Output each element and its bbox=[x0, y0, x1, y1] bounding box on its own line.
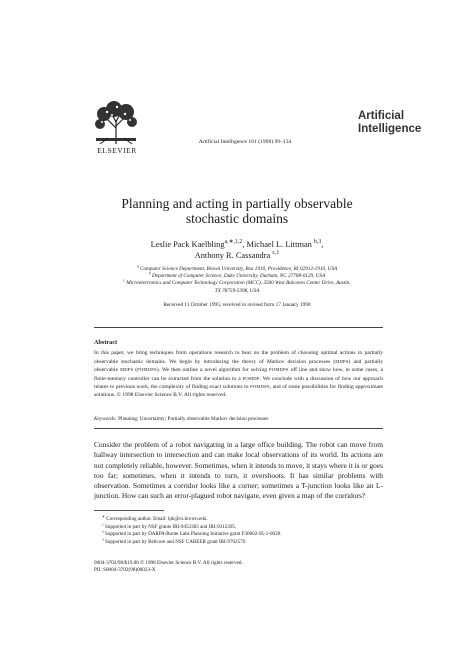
author-kaelbling: Leslie Pack Kaelbling bbox=[150, 240, 225, 249]
copyright-block bbox=[94, 560, 383, 575]
abstract-heading: Abstract bbox=[94, 339, 118, 346]
abstract-part-2b: ( bbox=[133, 367, 138, 374]
affiliation-c-continued: TX 78759-5398, USA bbox=[214, 287, 260, 294]
author-list bbox=[90, 239, 384, 261]
footnote-text: Supported in part by DARPA/Rome Labs Planning Initiative grant F30602-95-1-0020. bbox=[103, 531, 282, 538]
abstract-acronym-mdps: MDPS bbox=[335, 358, 349, 364]
footnote-text: Corresponding author. Email: lpk@cs.brown.edu. bbox=[105, 516, 208, 522]
author-kaelbling-marks: a,∗,1,2 bbox=[224, 239, 243, 246]
keywords-label: Keywords: bbox=[94, 416, 117, 422]
abstract-acronym-pomdps-3: POMDPS bbox=[250, 384, 270, 390]
author-littman-marks: b,3 bbox=[313, 239, 322, 246]
author-separator: , bbox=[321, 240, 324, 249]
affiliation-c bbox=[80, 280, 394, 287]
title-line-1: Planning and acting in partially observable bbox=[121, 196, 353, 211]
abstract-part-3: ). We then outline a novel algorithm for solving bbox=[156, 367, 270, 374]
abstract-part-6: , and of some possibilities for finding approximate solutions. © 1998 Elsevier Science B.V. All rights reserved. bbox=[94, 384, 383, 398]
footnote-corresponding bbox=[94, 516, 383, 524]
affiliation-c-mark: c bbox=[123, 278, 126, 283]
abstract-acronym-pomdps: POMDPS bbox=[137, 367, 157, 373]
journal-brand-line2: Intelligence bbox=[358, 123, 422, 135]
title-line-2: stochastic domains bbox=[185, 211, 289, 226]
author-littman: , Michael L. Littman bbox=[242, 240, 312, 249]
affiliation-b-mark: b bbox=[148, 271, 151, 276]
author-cassandra-marks: c,1 bbox=[272, 250, 280, 257]
publisher-name: ELSEVIER bbox=[97, 146, 137, 155]
footnote-mark: ∗ bbox=[102, 514, 105, 519]
intro-paragraph: Consider the problem of a robot navigating in a large office building. The robot can move from hallway intersection to intersection and can make local observations of its world. Its actions are not completely reliable, however. Sometimes, when it intends to move, it stays where it is or goes too far; sometimes, when it intends to turn, it overshoots. It has similar problems with observation. Sometimes a corridor looks like a corner; sometimes a T-junction looks like an L-junction. How can such an error-plagued robot navigate, even given a map of the corridors? bbox=[94, 440, 383, 501]
affiliations bbox=[80, 266, 394, 295]
affiliation-c-text: Microelectronics and Computer Technology Corporation (MCC), 3500 West Balcones Center Drive, Austin, bbox=[126, 280, 351, 287]
footnote-3 bbox=[94, 539, 383, 547]
footnote-mark: 1 bbox=[102, 521, 104, 526]
abstract-part-4: off line and show how, in some cases, a finite-memory controller can be extracted from the solution to a bbox=[94, 367, 383, 382]
copyright-line: 0004-3702/98/$19.00 © 1998 Elsevier Science B.V. All rights reserved. bbox=[94, 560, 243, 566]
journal-reference: Artificial Intelligence 101 (1998) 99–134 bbox=[198, 139, 292, 145]
affiliation-a-text: Computer Science Department, Brown University, Box 1910, Providence, RI 02912-1910, USA bbox=[139, 266, 338, 272]
authors-line-1 bbox=[90, 239, 384, 250]
pii-line: PII: S0004-3702(98)00023-X bbox=[94, 567, 156, 574]
author-cassandra: Anthony R. Cassandra bbox=[194, 251, 271, 260]
abstract-acronym-pomdp: POMDP bbox=[242, 375, 260, 381]
abstract-part-5: . We conclude with a discussion of how our approach relates to previous work, the complexity of finding exact solutions to bbox=[94, 375, 384, 391]
received-dates: Received 11 October 1995; received in revised form 17 January 1998 bbox=[163, 302, 311, 308]
abstract-part-2: ) and partially observable bbox=[94, 358, 383, 374]
elsevier-tree-logo bbox=[92, 100, 140, 146]
abstract-text bbox=[94, 350, 383, 400]
footnote-text: Supported in part by NSF grants IRI-9453383 and IRI-9312395. bbox=[103, 523, 237, 530]
journal-brand bbox=[358, 110, 458, 136]
abstract-acronym-pomdps-2: POMDPS bbox=[269, 367, 289, 373]
affiliation-a-mark: a bbox=[136, 264, 139, 269]
abstract-top-rule bbox=[94, 327, 383, 328]
footnote-text: Supported in part by Bellcore and NSF CAREER grant IRI-9702576. bbox=[103, 538, 247, 545]
journal-brand-line1: Artificial bbox=[358, 110, 405, 122]
abstract-bottom-rule bbox=[94, 428, 383, 429]
keywords bbox=[94, 416, 383, 422]
footnote-rule bbox=[94, 510, 164, 511]
footnote-mark: 3 bbox=[102, 537, 104, 542]
authors-line-2 bbox=[90, 250, 384, 261]
abstract-part-1: In this paper, we bring techniques from operations research to bear on the problem of choosing optimal actions in partially observable stochastic domains. We begin by introducing the theory of Markov decision processes ( bbox=[94, 350, 383, 365]
affiliation-b-text: Department of Computer Science, Duke University, Durham, NC 27708-0129, USA bbox=[151, 273, 326, 280]
paper-title bbox=[80, 196, 394, 226]
keywords-list: Planning; Uncertainty; Partially observable Markov decision processes bbox=[116, 416, 269, 422]
footnote-mark: 2 bbox=[102, 529, 104, 534]
footnotes bbox=[94, 516, 383, 546]
abstract-acronym-mdps-2: MDPS bbox=[120, 367, 134, 373]
